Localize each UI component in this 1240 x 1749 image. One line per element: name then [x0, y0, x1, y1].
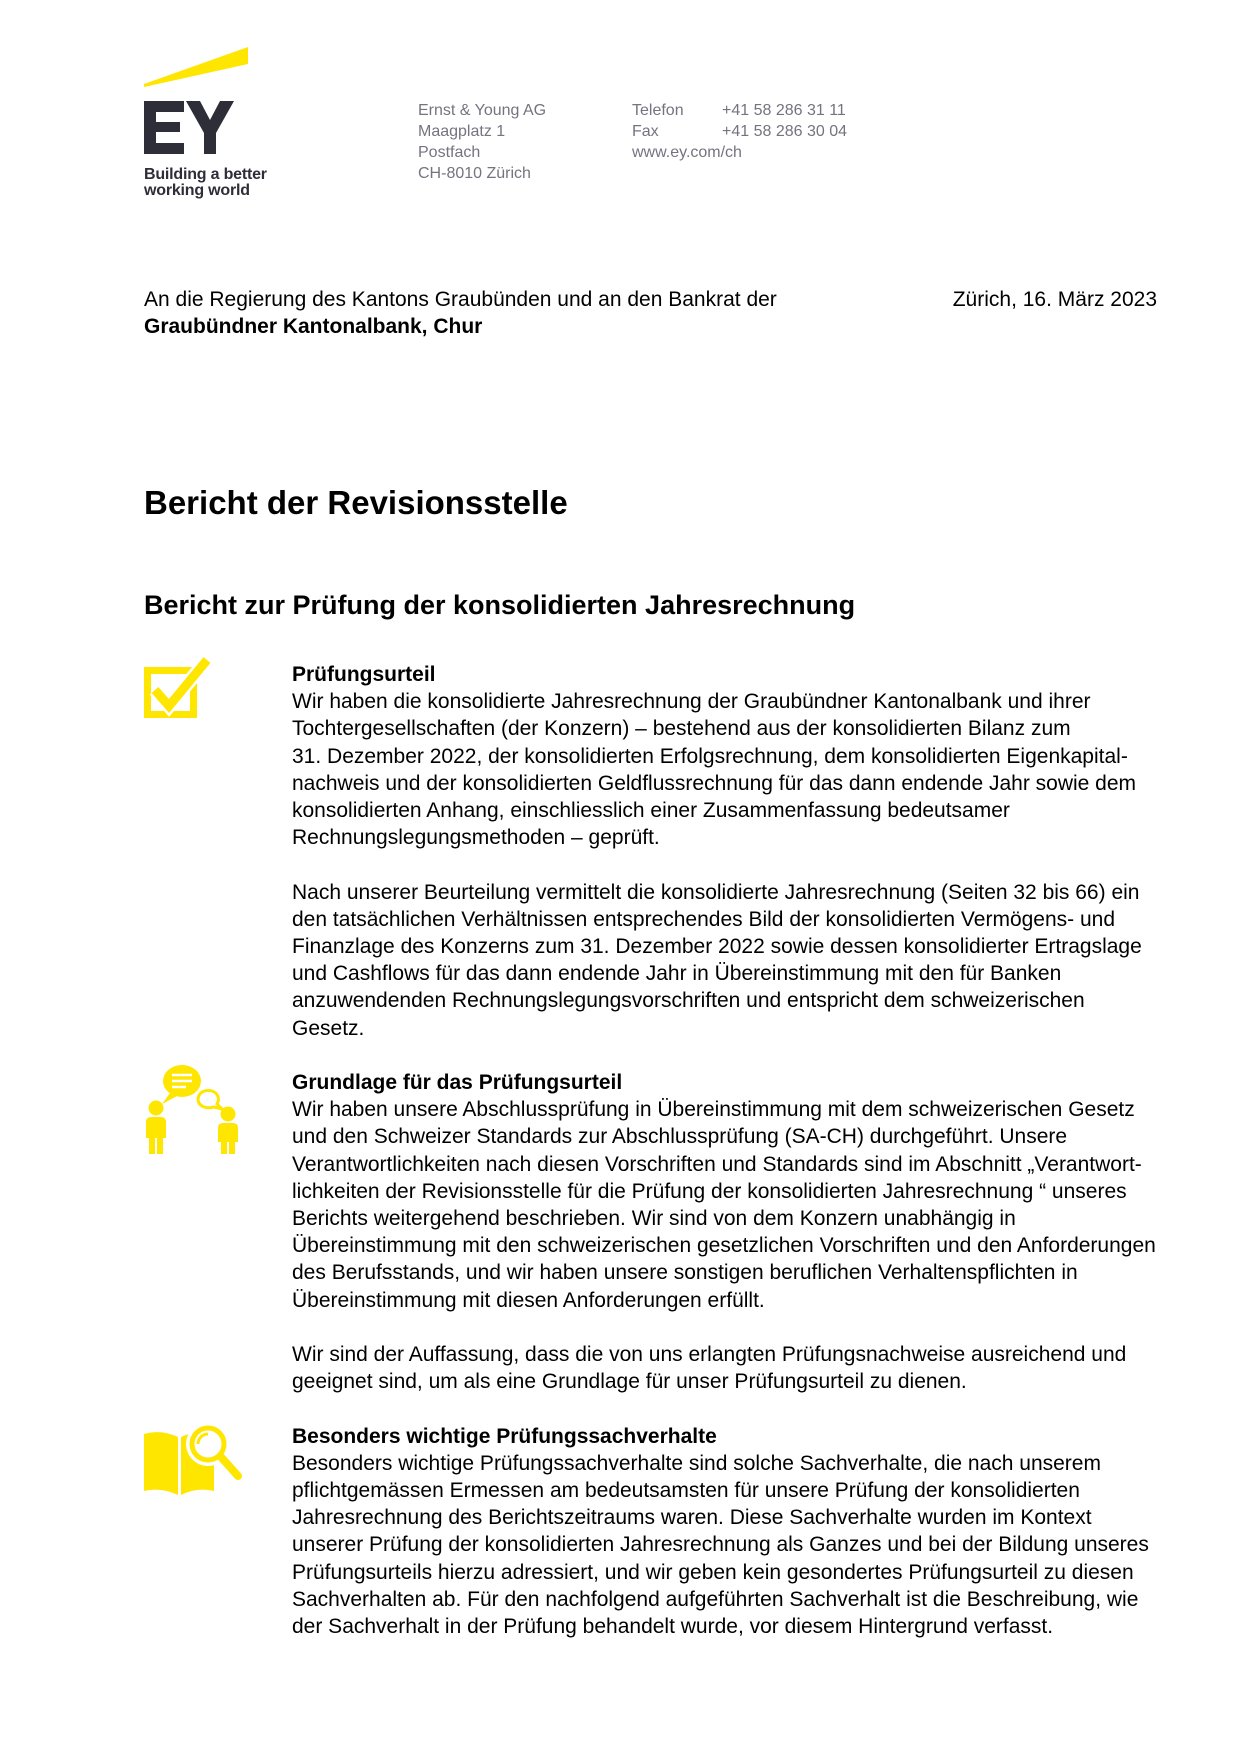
text-line: Wir haben die konsolidierte Jahresrechnung der Graubündner Kantonalbank und ihrer — [292, 690, 1091, 714]
text-line: Gesetz. — [292, 1016, 365, 1040]
text-line: und Cashflows für das dann endende Jahr in Übereinstimmung mit den für Banken — [292, 962, 1062, 986]
paragraph — [292, 688, 1232, 851]
phone-number: +41 58 286 31 11 — [722, 102, 846, 119]
addressee-recipient: Graubündner Kantonalbank, Chur — [144, 315, 483, 338]
logo-tagline-line: working world — [144, 182, 250, 199]
text-line: Übereinstimmung mit den schweizerischen gesetzlichen Vorschriften und den Anforderungen — [292, 1234, 1156, 1258]
text-line: den tatsächlichen Verhältnissen entsprechendes Bild der konsolidierten Vermögens- und — [292, 907, 1116, 931]
text-line: Wir sind der Auffassung, dass die von uns erlangten Prüfungsnachweise ausreichend und — [292, 1343, 1127, 1367]
section-pruefungssachverhalte — [292, 1423, 1232, 1641]
text-line: anzuwendenden Rechnungslegungsvorschriften und entspricht dem schweizerischen — [292, 989, 1085, 1013]
section-grundlage — [292, 1069, 1232, 1395]
letterhead-address — [418, 100, 546, 184]
paragraph — [292, 1450, 1232, 1640]
text-line: unserer Prüfung der konsolidierten Jahresrechnung als Ganzes und bei der Bildung unseres — [292, 1533, 1149, 1557]
logo-letter-y — [186, 101, 234, 154]
report-title: Bericht der Revisionsstelle — [144, 484, 568, 521]
text-line: Verantwortlichkeiten nach diesen Vorschriften und Standards sind im Abschnitt „Verantwort- — [292, 1152, 1142, 1176]
addressee-line: An die Regierung des Kantons Graubünden und an den Bankrat der — [144, 288, 777, 311]
company-name: Ernst & Young AG — [418, 102, 547, 119]
section-title: Grundlage für das Prüfungsurteil — [292, 1071, 623, 1095]
po-box: Postfach — [418, 144, 481, 161]
text-line: Nach unserer Beurteilung vermittelt die konsolidierte Jahresrechnung (Seiten 32 bis 66) ein — [292, 880, 1140, 904]
addressee — [144, 286, 777, 340]
logo-tagline-line: Building a better — [144, 166, 267, 183]
text-line: Übereinstimmung mit diesen Anforderungen erfüllt. — [292, 1288, 765, 1312]
text-line: geeignet sind, um als eine Grundlage für unser Prüfungsurteil zu dienen. — [292, 1370, 967, 1394]
website-link[interactable]: www.ey.com/ch — [632, 144, 742, 161]
section-title: Prüfungsurteil — [292, 663, 436, 686]
book-magnifier-icon — [144, 1420, 244, 1498]
section-title: Besonders wichtige Prüfungssachverhalte — [292, 1424, 717, 1448]
place-date: Zürich, 16. März 2023 — [952, 288, 1157, 311]
text-line: Wir haben unsere Abschlussprüfung in Übereinstimmung mit dem schweizerischen Gesetz — [292, 1098, 1135, 1122]
letterhead-contact-values — [722, 100, 847, 142]
logo-beam — [144, 47, 248, 87]
paragraph — [292, 1096, 1232, 1314]
text-line: Besonders wichtige Prüfungssachverhalte sind solche Sachverhalte, die nach unserem — [292, 1451, 1101, 1475]
fax-number: +41 58 286 30 04 — [722, 123, 848, 140]
text-line: 31. Dezember 2022, der konsolidierten Erfolgsrechnung, dem konsolidierten Eigenkapital- — [292, 744, 1128, 768]
text-line: Rechnungslegungsmethoden – geprüft. — [292, 826, 660, 850]
street-address: Maagplatz 1 — [418, 123, 506, 140]
text-line: pflichtgemässen Ermessen am bedeutsamsten für unsere Prüfung der konsolidierten — [292, 1479, 1080, 1503]
text-line: Sachverhalten ab. Für den nachfolgend aufgeführten Sachverhalt ist die Beschreibung, wie — [292, 1587, 1139, 1611]
text-line: nachweis und der konsolidierten Geldflussrechnung für das dann endende Jahr sowie dem — [292, 771, 1137, 795]
city: CH-8010 Zürich — [418, 165, 531, 182]
ey-logo — [144, 44, 256, 162]
logo-tagline — [144, 167, 267, 199]
text-line: des Berufsstands, und wir haben unsere sonstigen beruflichen Verhaltenspflichten in — [292, 1261, 1078, 1285]
text-line: Berichts weitergehend beschrieben. Wir sind von dem Konzern unabhängig in — [292, 1207, 1016, 1231]
report-subtitle: Bericht zur Prüfung der konsolidierten Jahresrechnung — [144, 590, 856, 620]
fax-label: Fax — [632, 123, 659, 140]
section-pruefungsurteil — [292, 661, 1232, 1042]
dialogue-icon — [144, 1062, 240, 1156]
paragraph — [292, 879, 1232, 1042]
text-line: Finanzlage des Konzerns zum 31. Dezember 2022 sowie dessen konsolidierter Ertragslage — [292, 935, 1142, 959]
text-line: Jahresrechnung des Berichtszeitraums waren. Diese Sachverhalte wurden im Kontext — [292, 1506, 1092, 1530]
paragraph — [292, 1341, 1232, 1395]
report-body — [292, 661, 1232, 1640]
text-line: lichkeiten der Revisionsstelle für die Prüfung der konsolidierten Jahresrechnung “ unseres — [292, 1179, 1127, 1203]
text-line: Prüfungsurteils hierzu adressiert, und wir geben kein gesondertes Prüfungsurteil zu diesen — [292, 1560, 1134, 1584]
phone-label: Telefon — [632, 102, 684, 119]
checkbox-icon — [144, 656, 212, 722]
text-line: und den Schweizer Standards zur Abschlussprüfung (SA-CH) durchgeführt. Unsere — [292, 1125, 1068, 1149]
text-line: der Sachverhalt in der Prüfung behandelt wurde, vor diesem Hintergrund verfasst. — [292, 1615, 1054, 1639]
text-line: Tochtergesellschaften (der Konzern) – bestehend aus der konsolidierten Bilanz zum — [292, 717, 1071, 741]
text-line: konsolidierten Anhang, einschliesslich einer Zusammenfassung bedeutsamer — [292, 799, 1010, 823]
logo-letter-e — [144, 101, 184, 154]
